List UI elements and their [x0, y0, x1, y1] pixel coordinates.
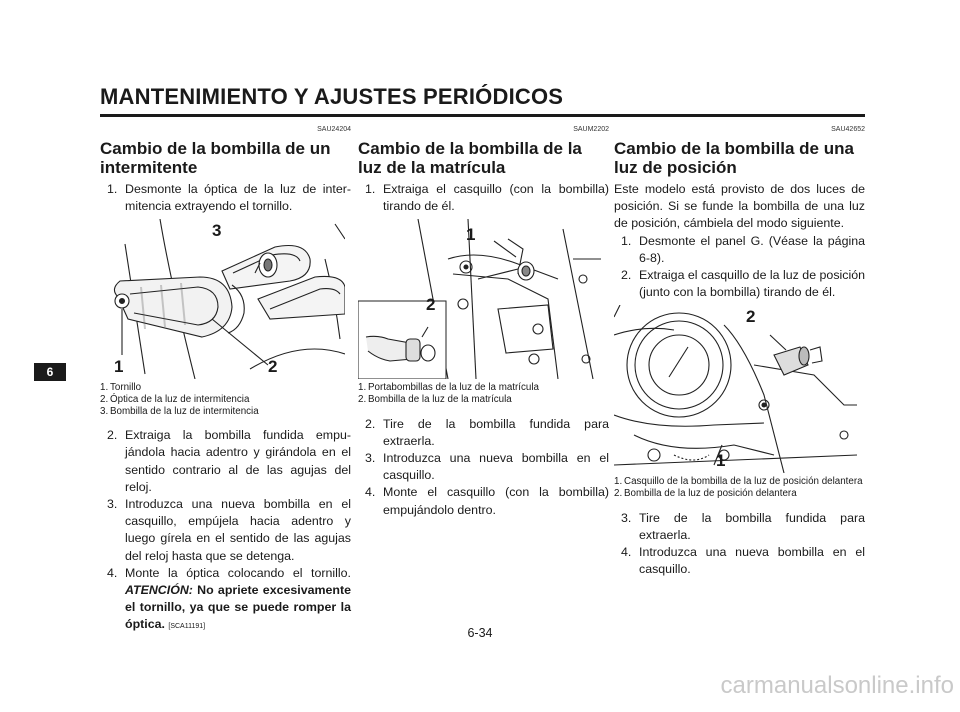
step-text: Introduzca una nueva bombilla en el casquillo. — [383, 451, 609, 483]
step-number: 3. — [107, 497, 118, 511]
step-number: 2. — [621, 268, 632, 283]
page-number: 6-34 — [467, 626, 493, 640]
figure-license-plate-light — [358, 219, 601, 379]
step-text: Introduzca una nueva bombilla en el casquillo. — [639, 545, 865, 577]
caption-item: 2. Bombilla de la luz de la matrícula — [358, 394, 512, 405]
callout-2: 2 — [268, 357, 278, 377]
figure-caption — [358, 382, 609, 405]
step-item — [100, 565, 351, 636]
page-title: MANTENIMIENTO Y AJUSTES PERIÓDICOS — [100, 84, 564, 109]
section-heading: Cambio de la bombilla de un intermitente — [100, 139, 331, 177]
callout-3: 3 — [212, 221, 222, 241]
caption-item: 1. Tornillo — [100, 382, 142, 394]
caption-item: 3. Bombilla de la luz de intermitencia — [100, 405, 259, 417]
step-item — [100, 181, 351, 215]
step-text: Desmonte el panel G. (Véase la página 6-8). — [639, 233, 865, 265]
step-number: 2. — [365, 416, 376, 431]
step-item — [358, 416, 609, 450]
step-text: Monte la óptica colocando el tornillo. — [125, 565, 351, 580]
figure-turn-signal — [100, 219, 345, 379]
step-item — [100, 427, 351, 496]
section-code: SAU24204 — [317, 126, 351, 133]
warning-lead: ATENCIÓN: — [125, 583, 193, 598]
step-item — [614, 267, 865, 301]
step-item — [358, 484, 609, 518]
license-plate-light-illustration — [358, 219, 601, 379]
section-turn-signal — [100, 126, 351, 636]
step-number: 2. — [107, 428, 118, 443]
step-number: 4. — [621, 545, 632, 560]
caption-item: 1. Casquillo de la bombilla de la luz de posición delantera — [614, 476, 863, 488]
section-heading: Cambio de la bombilla de una luz de posición — [614, 139, 854, 177]
section-code: SAUM2202 — [573, 126, 609, 133]
section-position-light — [614, 126, 865, 578]
watermark: carmanualsonline.info — [720, 672, 954, 699]
caption-item: 2. Bombilla de la luz de posición delantera — [614, 488, 797, 500]
callout-1: 1 — [466, 225, 476, 245]
step-number: 1. — [365, 182, 376, 196]
step-text: Desmonte la óptica de la luz de intermitencia extrayendo el tornillo. — [125, 182, 351, 214]
step-number: 3. — [621, 510, 632, 525]
step-number: 1. — [107, 182, 118, 196]
callout-2: 2 — [426, 295, 436, 315]
step-text: Extraiga el casquillo de la luz de posición (junto con la bombilla) tirando de él. — [639, 268, 865, 300]
step-text: Introduzca una nueva bombilla en el casquillo, empújela hacia adentro y luego gírela en el sentido de las agujas del reloj hasta que se detenga. — [125, 497, 351, 563]
figure-caption — [100, 382, 351, 417]
callout-1: 1 — [716, 451, 726, 471]
step-item — [358, 450, 609, 484]
warning-text: No apriete excesivamente el tornillo, ya que se puede romper la óptica. — [125, 583, 351, 632]
step-item — [614, 233, 865, 267]
step-text: Tire de la bombilla fundida para extraerla. — [383, 416, 609, 448]
figure-position-light — [614, 305, 857, 473]
intro-paragraph: Este modelo está provisto de dos luces de posición. Si se funde la bombilla de una luz de posición, cámbiela del modo siguiente. — [614, 182, 865, 231]
step-item — [614, 544, 865, 578]
section-license-plate-light — [358, 126, 609, 519]
callout-2: 2 — [746, 307, 756, 327]
callout-1: 1 — [114, 357, 124, 377]
position-light-illustration — [614, 305, 857, 473]
step-text: Extraiga la bombilla fundida empujándola hacia adentro y girándola en el sentido contrario al de las agujas del reloj. — [125, 428, 351, 494]
caption-item: 2. Óptica de la luz de intermitencia — [100, 394, 250, 405]
title-rule — [100, 114, 865, 117]
step-item — [100, 496, 351, 565]
step-number: 4. — [107, 565, 118, 580]
step-item — [614, 510, 865, 544]
step-number: 1. — [621, 233, 632, 248]
figure-caption — [614, 476, 865, 499]
step-number: 3. — [365, 451, 376, 465]
warning-ref-code: [SCA11191] — [168, 623, 206, 631]
step-text: Extraiga el casquillo (con la bombilla) tirando de él. — [383, 182, 609, 214]
turn-signal-illustration — [100, 219, 345, 379]
section-code: SAU42652 — [831, 126, 865, 133]
step-item — [358, 181, 609, 215]
section-heading: Cambio de la bombilla de la luz de la matrícula — [358, 139, 582, 177]
step-number: 4. — [365, 485, 376, 500]
caption-item: 1. Portabombillas de la luz de la matrícula — [358, 382, 539, 394]
chapter-tab: 6 — [34, 363, 66, 381]
step-text: Monte el casquillo (con la bombilla) empujándolo dentro. — [383, 485, 609, 517]
step-text: Tire de la bombilla fundida para extraerla. — [639, 510, 865, 542]
